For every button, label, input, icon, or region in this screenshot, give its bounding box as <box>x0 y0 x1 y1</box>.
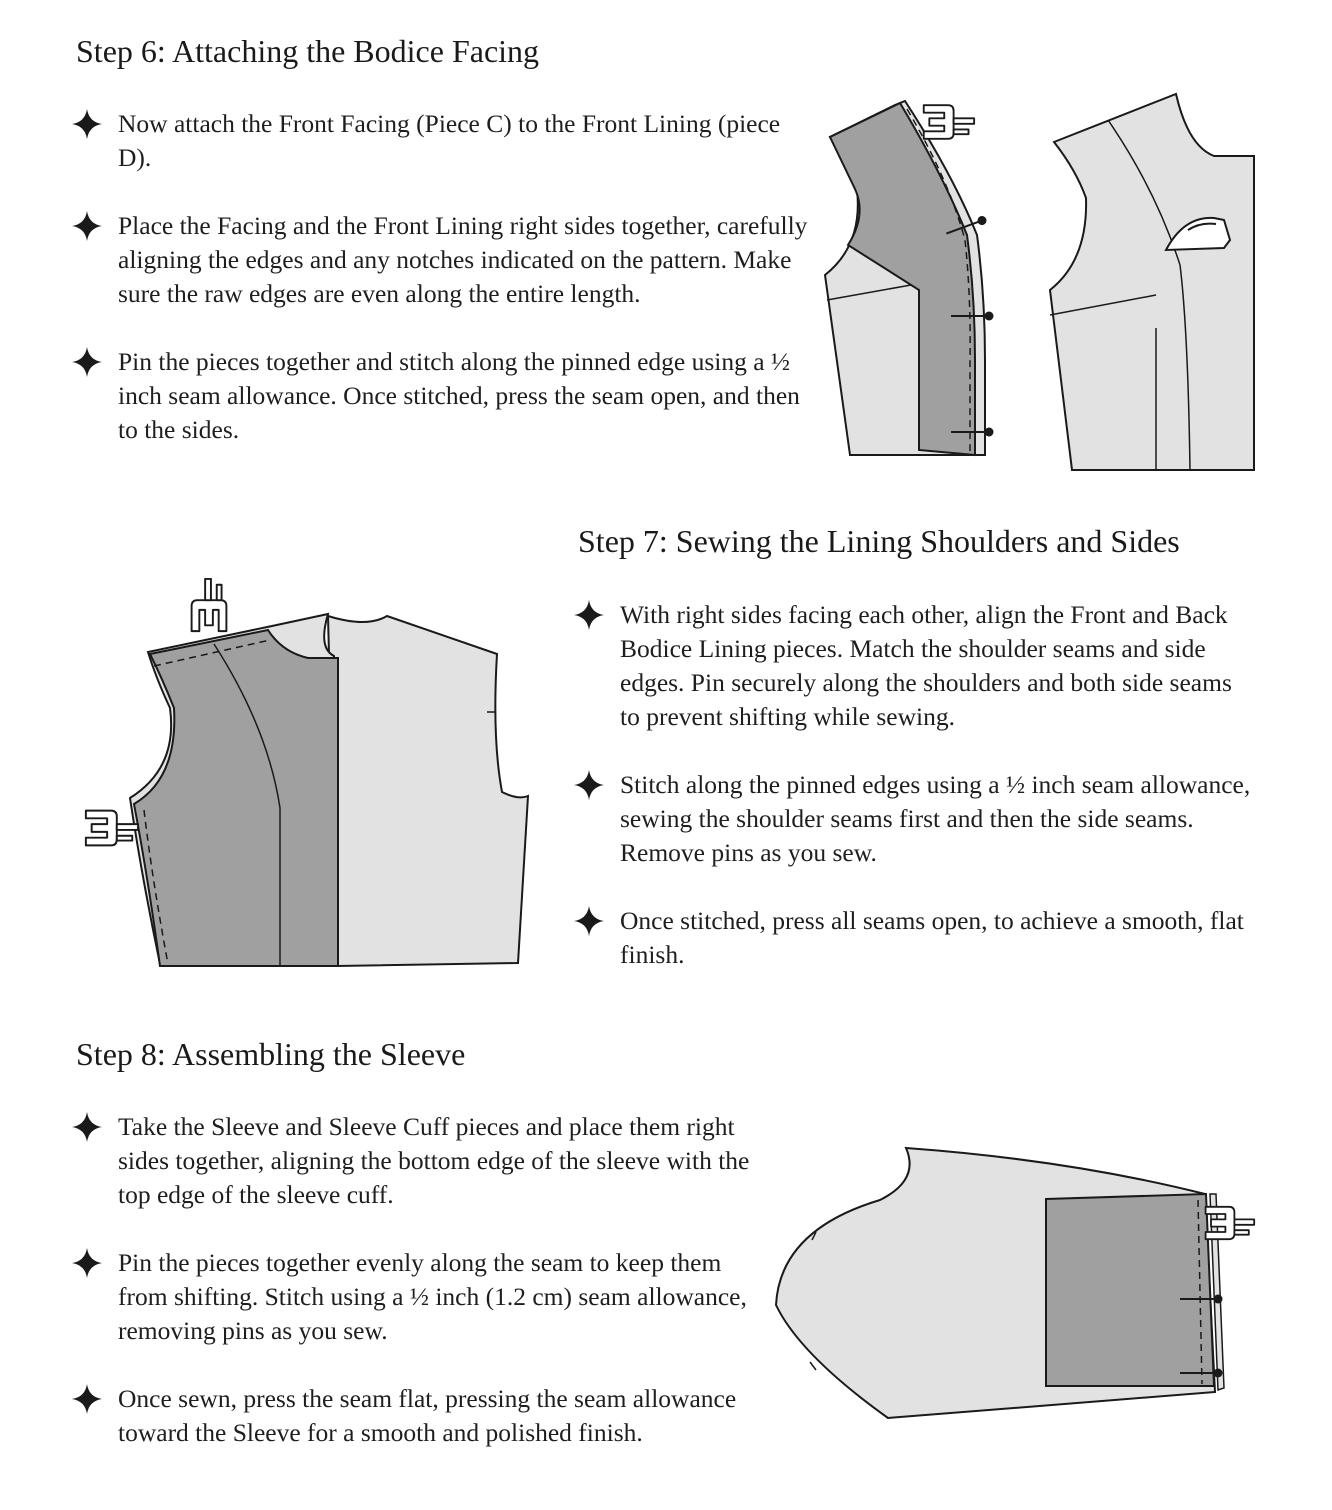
figure-facing-pressed <box>1038 90 1260 476</box>
lining-illustration <box>82 578 532 970</box>
bullet-text: Once stitched, press all seams open, to achieve a smooth, flat finish. <box>620 906 1244 969</box>
list-item <box>72 1382 772 1450</box>
bullet-text: Stitch along the pinned edges using a ½ inch seam allowance, sewing the shoulder seams first and then the side seams. Remove pins as you sew. <box>620 770 1251 867</box>
four-point-star-icon <box>72 1112 102 1142</box>
list-item <box>574 768 1254 870</box>
bullet-text: Pin the pieces together and stitch along the pinned edge using a ½ inch seam allowance. Once stitched, press the seam open, and then to the sides. <box>118 347 800 444</box>
list-item <box>72 1110 772 1212</box>
bullet-text: Place the Facing and the Front Lining right sides together, carefully aligning the edges and any notches indicated on the pattern. Make sure the raw edges are even along the entire length. <box>118 211 808 308</box>
list-item <box>72 209 810 311</box>
list-item <box>72 107 810 175</box>
list-item <box>72 1246 772 1348</box>
sleeve-illustration <box>770 1140 1260 1425</box>
bullet-text: With right sides facing each other, align the Front and Back Bodice Lining pieces. Match the shoulder seams and side edges. Pin securely along the shoulders and both side seams to prevent shifting while sewing. <box>620 600 1232 731</box>
figure-facing-pinned <box>815 95 1030 465</box>
four-point-star-icon <box>574 600 604 630</box>
step8-bullet-list <box>72 1110 772 1450</box>
presser-foot-icon <box>924 105 974 139</box>
bullet-text: Now attach the Front Facing (Piece C) to the Front Lining (piece D). <box>118 109 781 172</box>
four-point-star-icon <box>72 109 102 139</box>
four-point-star-icon <box>574 770 604 800</box>
list-item <box>72 345 810 447</box>
presser-foot-icon <box>192 579 227 631</box>
four-point-star-icon <box>72 347 102 377</box>
figure-lining-assembly <box>82 578 532 970</box>
step6-title: Step 6: Attaching the Bodice Facing <box>76 33 540 69</box>
figure-sleeve-cuff <box>770 1140 1260 1425</box>
presser-foot-icon <box>86 811 138 846</box>
four-point-star-icon <box>72 1248 102 1278</box>
step8-title: Step 8: Assembling the Sleeve <box>76 1036 466 1072</box>
bullet-text: Pin the pieces together evenly along the seam to keep them from shifting. Stitch using a ½ inch (1.2 cm) seam allowance, removing pins as you sew. <box>118 1248 747 1345</box>
four-point-star-icon <box>574 906 604 936</box>
facing-illustration <box>815 95 1030 465</box>
pressed-facing-illustration <box>1038 90 1260 476</box>
four-point-star-icon <box>72 1384 102 1414</box>
list-item <box>574 904 1254 972</box>
four-point-star-icon <box>72 211 102 241</box>
step7-bullet-list <box>574 598 1254 972</box>
step7-title: Step 7: Sewing the Lining Shoulders and Sides <box>578 523 1180 559</box>
bullet-text: Take the Sleeve and Sleeve Cuff pieces and place them right sides together, aligning the bottom edge of the sleeve with the top edge of the sleeve cuff. <box>118 1112 750 1209</box>
bullet-text: Once sewn, press the seam flat, pressing the seam allowance toward the Sleeve for a smooth and polished finish. <box>118 1384 737 1447</box>
presser-foot-icon <box>1206 1207 1255 1239</box>
step6-bullet-list <box>72 107 810 447</box>
list-item <box>574 598 1254 734</box>
